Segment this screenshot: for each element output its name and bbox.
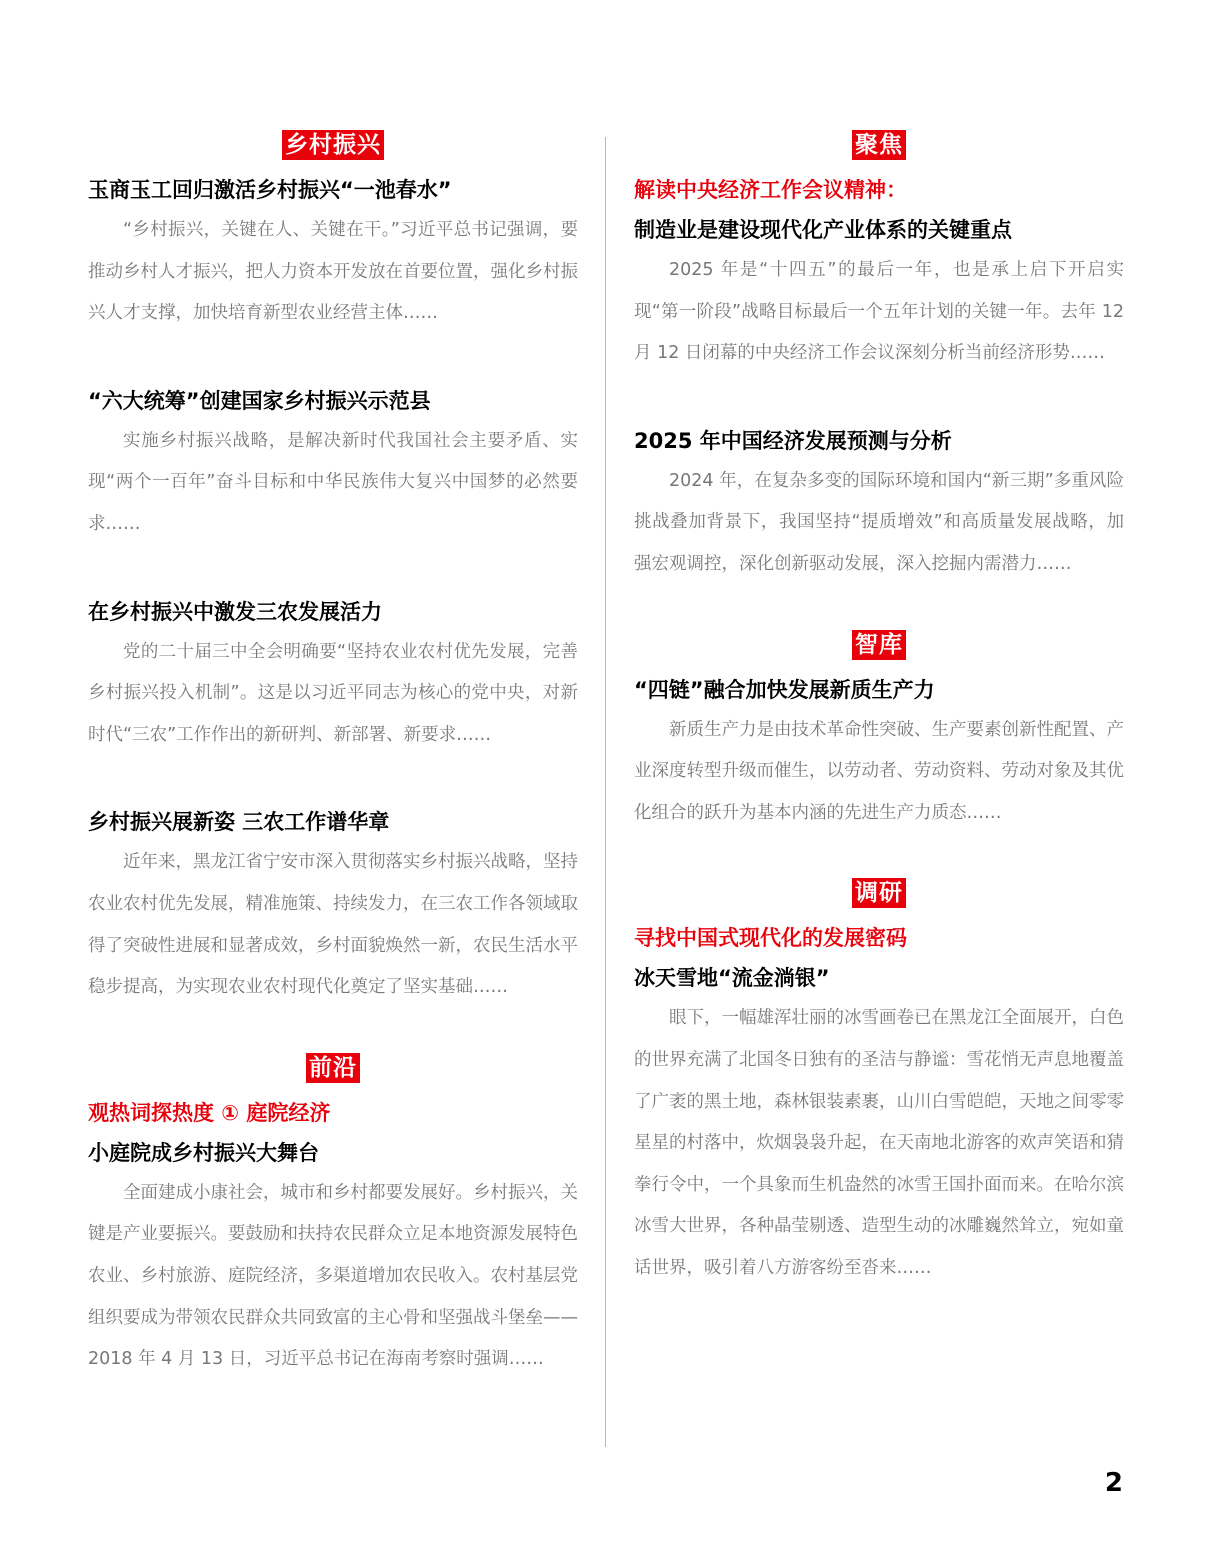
article-summary: 实施乡村振兴战略，是解决新时代我国社会主要矛盾、实现“两个一百年”奋斗目标和中华民族伟大复兴中国梦的必然要求…… <box>88 430 578 534</box>
article-title[interactable]: 冰天雪地“流金淌银” <box>634 966 830 991</box>
article-title[interactable]: 制造业是建设现代化产业体系的关键重点 <box>634 218 1012 242</box>
article-summary: 全面建成小康社会，城市和乡村都要发展好。乡村振兴，关键是产业要振兴。要鼓励和扶持农民群众立足本地资源发展特色农业、乡村旅游、庭院经济，多渠道增加农民收入。农村基层党组织要成为带领农民群众共同致富的主心骨和坚强战斗堡垒——2018 年 4 月 13 日，习近平总书记在海南考察时强调…… <box>88 1182 578 1370</box>
article-1[interactable] <box>88 170 578 335</box>
article-summary: 党的二十届三中全会明确要“坚持农业农村优先发展，完善乡村振兴投入机制”。这是以习近平同志为核心的党中央，对新时代“三农”工作作出的新研判、新部署、新要求…… <box>88 641 578 745</box>
section-tag-label: 前沿 <box>306 1053 360 1083</box>
article-summary: “乡村振兴，关键在人、关键在干。”习近平总书记强调，要推动乡村人才振兴，把人力资本开发放在首要位置，强化乡村振兴人才支撑，加快培育新型农业经营主体…… <box>88 220 578 324</box>
article-title[interactable]: 玉商玉工回归激活乡村振兴“一池春水” <box>88 178 452 202</box>
article-kicker: 寻找中国式现代化的发展密码 <box>634 926 907 951</box>
section-tag-label: 乡村振兴 <box>282 130 384 160</box>
article-9[interactable] <box>634 918 1124 1289</box>
section-tag-focus <box>634 130 1124 170</box>
column-divider <box>605 137 606 1447</box>
article-title[interactable]: 2025 年中国经济发展预测与分析 <box>634 428 952 453</box>
article-2[interactable] <box>88 381 578 546</box>
section-tag-rural-revitalization <box>88 130 578 170</box>
article-summary: 新质生产力是由技术革命性突破、生产要素创新性配置、产业深度转型升级而催生，以劳动者、劳动资料、劳动对象及其优化组合的跃升为基本内涵的先进生产力质态…… <box>634 719 1124 823</box>
section-tag-think-tank <box>634 630 1124 670</box>
article-kicker: 观热词探热度 ① 庭院经济 <box>88 1100 331 1125</box>
article-title[interactable]: “六大统筹”创建国家乡村振兴示范县 <box>88 388 431 413</box>
article-summary: 近年来，黑龙江省宁安市深入贯彻落实乡村振兴战略，坚持农业农村优先发展，精准施策、持续发力，在三农工作各领域取得了突破性进展和显著成效，乡村面貌焕然一新，农民生活水平稳步提高，为实现农业农村现代化奠定了坚实基础…… <box>88 852 578 998</box>
left-column <box>88 130 578 1381</box>
article-summary: 眼下，一幅雄浑壮丽的冰雪画卷已在黑龙江全面展开，白色的世界充满了北国冬日独有的圣洁与静谧：雪花悄无声息地覆盖了广袤的黑土地，森林银装素裹，山川白雪皑皑，天地之间零零星星的村落中，炊烟袅袅升起，在天南地北游客的欢声笑语和猜拳行令中，一个具象而生机盎然的冰雪王国扑面而来。在哈尔滨冰雪大世界，各种晶莹剔透、造型生动的冰雕巍然耸立，宛如童话世界，吸引着八方游客纷至沓来…… <box>634 1008 1124 1278</box>
article-kicker: 解读中央经济工作会议精神： <box>634 178 907 202</box>
article-7[interactable] <box>634 421 1124 586</box>
article-5[interactable] <box>88 1093 578 1381</box>
article-8[interactable] <box>634 670 1124 835</box>
article-title[interactable]: 乡村振兴展新姿 三农工作谱华章 <box>88 810 390 835</box>
right-column <box>634 130 1124 1290</box>
article-title[interactable]: “四链”融合加快发展新质生产力 <box>634 677 935 702</box>
article-summary: 2024 年，在复杂多变的国际环境和国内“新三期”多重风险挑战叠加背景下，我国坚持“提质增效”和高质量发展战略，加强宏观调控，深化创新驱动发展，深入挖掘内需潜力…… <box>634 470 1124 574</box>
page-number: 2 <box>1104 1468 1123 1498</box>
article-title[interactable]: 在乡村振兴中激发三农发展活力 <box>88 599 382 624</box>
section-tag-label: 调研 <box>852 878 906 908</box>
section-tag-research <box>634 878 1124 918</box>
section-tag-frontier <box>88 1053 578 1093</box>
article-6[interactable] <box>634 210 1124 375</box>
article-3[interactable] <box>88 592 578 757</box>
article-summary: 2025 年是“十四五”的最后一年，也是承上启下开启实现“第一阶段”战略目标最后一个五年计划的关键一年。去年 12 月 12 日闭幕的中央经济工作会议深刻分析当前经济形势…… <box>634 260 1124 364</box>
section-tag-label: 智库 <box>852 630 906 660</box>
article-title[interactable]: 小庭院成乡村振兴大舞台 <box>88 1140 319 1165</box>
article-4[interactable] <box>88 802 578 1008</box>
section-tag-label: 聚焦 <box>852 130 906 160</box>
